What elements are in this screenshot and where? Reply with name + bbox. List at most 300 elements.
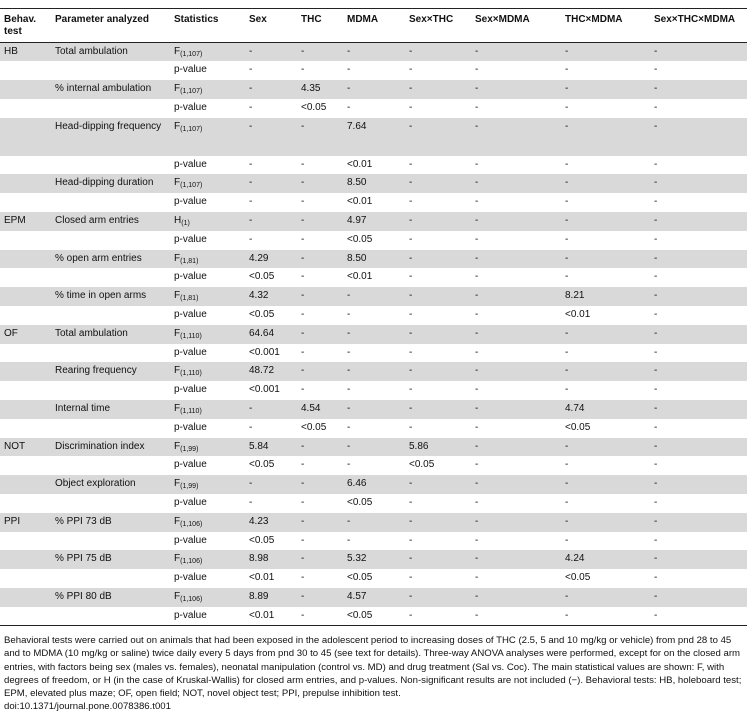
cell-value: - [405, 588, 471, 607]
cell-value: - [650, 118, 747, 156]
cell-value: - [347, 534, 351, 546]
cell-value: - [650, 400, 747, 419]
top-rule [0, 0, 747, 9]
header-sex-mdma: Sex×MDMA [475, 14, 530, 25]
stat-symbol: F [174, 120, 181, 132]
cell-value: - [471, 118, 561, 156]
cell-value: - [475, 534, 479, 546]
cell-value: - [561, 212, 650, 231]
table-row [0, 306, 747, 325]
cell-value: - [565, 384, 569, 396]
cell-param: % PPI 80 dB [51, 588, 170, 607]
table-row [0, 231, 747, 250]
cell-value: - [471, 513, 561, 532]
cell-value: - [249, 497, 253, 509]
cell-value: - [561, 250, 650, 269]
stat-symbol: p-value [174, 101, 207, 113]
stat-degrees: (1,81) [180, 295, 199, 303]
cell-value: - [565, 158, 569, 170]
cell-value: - [654, 233, 658, 245]
stat-symbol: p-value [174, 64, 207, 76]
cell-value: - [650, 287, 747, 306]
table-row [0, 381, 747, 400]
stat-degrees: (1,99) [180, 445, 199, 453]
cell-value: - [475, 497, 479, 509]
cell-value: <0.01 [347, 158, 373, 170]
header-sex-thc-mdma: Sex×THC×MDMA [654, 14, 736, 25]
stat-symbol: F [174, 515, 181, 527]
cell-value: <0.05 [249, 459, 275, 471]
cell-test: OF [0, 325, 51, 344]
header-test: Behav. test [4, 14, 37, 37]
cell-value: - [301, 497, 305, 509]
cell-value: - [650, 43, 747, 62]
cell-value: - [475, 101, 479, 113]
cell-param [51, 99, 170, 118]
cell-value: - [301, 346, 305, 358]
cell-value: - [654, 497, 658, 509]
cell-value: 4.97 [343, 212, 405, 231]
stat-symbol: p-value [174, 233, 207, 245]
cell-value: - [297, 250, 343, 269]
cell-param: Closed arm entries [51, 212, 170, 231]
table-row [0, 156, 747, 175]
cell-stat [170, 156, 245, 175]
cell-param [51, 193, 170, 212]
cell-value: - [245, 400, 297, 419]
cell-value: - [471, 588, 561, 607]
table-row [0, 268, 747, 287]
cell-value: - [297, 287, 343, 306]
cell-stat [170, 550, 245, 569]
table-row [0, 99, 747, 118]
cell-value: - [471, 250, 561, 269]
table-row [0, 607, 747, 626]
cell-value: - [301, 233, 305, 245]
cell-stat [170, 400, 245, 419]
cell-value: - [297, 174, 343, 193]
cell-test [0, 80, 51, 99]
cell-value: - [471, 287, 561, 306]
cell-value: 48.72 [245, 362, 297, 381]
cell-value: <0.05 [301, 101, 327, 113]
cell-stat [170, 268, 245, 287]
cell-test [0, 419, 51, 438]
cell-value: - [245, 118, 297, 156]
cell-stat [170, 250, 245, 269]
cell-value: - [471, 325, 561, 344]
stat-symbol: p-value [174, 497, 207, 509]
cell-stat [170, 174, 245, 193]
stat-degrees: (1,107) [180, 88, 203, 96]
stat-symbol: F [174, 290, 181, 302]
table-row [0, 475, 747, 494]
table-row [0, 118, 747, 156]
cell-param [51, 381, 170, 400]
cell-value: - [471, 438, 561, 457]
cell-value: - [301, 384, 305, 396]
table-row [0, 80, 747, 99]
cell-stat [170, 80, 245, 99]
cell-value: - [297, 550, 343, 569]
cell-value: - [297, 43, 343, 62]
cell-value: - [654, 459, 658, 471]
cell-test: EPM [0, 212, 51, 231]
cell-test [0, 400, 51, 419]
cell-stat [170, 494, 245, 513]
cell-value: - [561, 475, 650, 494]
cell-value: - [561, 43, 650, 62]
cell-value: 4.57 [343, 588, 405, 607]
stat-symbol: F [174, 252, 181, 264]
cell-param: % PPI 75 dB [51, 550, 170, 569]
cell-value: - [565, 609, 569, 621]
cell-value: - [297, 588, 343, 607]
cell-stat [170, 43, 245, 62]
cell-value: - [471, 43, 561, 62]
stat-degrees: (1,106) [180, 520, 203, 528]
stat-degrees: (1,99) [180, 483, 199, 491]
stat-symbol: p-value [174, 534, 207, 546]
stat-degrees: (1,81) [180, 257, 199, 265]
cell-value: 4.35 [297, 80, 343, 99]
cell-value: - [650, 550, 747, 569]
cell-value: - [654, 271, 658, 283]
cell-value: - [405, 513, 471, 532]
cell-param: Internal time [51, 400, 170, 419]
cell-stat [170, 438, 245, 457]
cell-param [51, 156, 170, 175]
cell-value: - [471, 550, 561, 569]
cell-value: - [561, 325, 650, 344]
cell-value: - [561, 438, 650, 457]
cell-value: - [405, 118, 471, 156]
cell-test [0, 344, 51, 363]
cell-value: <0.01 [249, 609, 275, 621]
cell-stat [170, 569, 245, 588]
header-row [0, 9, 747, 43]
cell-value: 4.74 [561, 400, 650, 419]
cell-value: - [565, 233, 569, 245]
cell-value: 4.32 [245, 287, 297, 306]
cell-value: - [561, 118, 650, 156]
cell-value: - [475, 572, 479, 584]
cell-value: 5.86 [405, 438, 471, 457]
stat-degrees: (1,110) [180, 408, 202, 416]
cell-stat [170, 362, 245, 381]
table-row [0, 438, 747, 457]
cell-value: - [561, 174, 650, 193]
cell-value: 4.23 [245, 513, 297, 532]
table-row [0, 419, 747, 438]
cell-test [0, 250, 51, 269]
cell-value: 6.46 [343, 475, 405, 494]
cell-value: - [565, 346, 569, 358]
cell-value: - [245, 475, 297, 494]
cell-value: - [409, 572, 413, 584]
cell-value: - [297, 475, 343, 494]
cell-stat [170, 588, 245, 607]
cell-value: 5.32 [343, 550, 405, 569]
cell-value: - [301, 534, 305, 546]
cell-value: - [343, 513, 405, 532]
cell-value: - [245, 174, 297, 193]
cell-test [0, 362, 51, 381]
table-row [0, 344, 747, 363]
cell-value: <0.05 [249, 534, 275, 546]
cell-value: - [561, 80, 650, 99]
cell-value: - [301, 609, 305, 621]
cell-value: - [561, 362, 650, 381]
table-row [0, 569, 747, 588]
cell-stat [170, 306, 245, 325]
cell-stat [170, 607, 245, 626]
cell-stat [170, 381, 245, 400]
table-row [0, 174, 747, 193]
cell-test [0, 550, 51, 569]
cell-value: - [561, 513, 650, 532]
cell-value: - [301, 196, 305, 208]
cell-param [51, 419, 170, 438]
cell-value: 4.54 [297, 400, 343, 419]
stat-symbol: F [174, 478, 181, 490]
cell-value: - [301, 572, 305, 584]
cell-test [0, 118, 51, 156]
cell-value: <0.01 [347, 271, 373, 283]
cell-test [0, 588, 51, 607]
footnote-doi: doi:10.1371/journal.pone.0078386.t001 [4, 701, 171, 713]
cell-value: - [409, 64, 413, 76]
cell-value: - [245, 43, 297, 62]
cell-param: % open arm entries [51, 250, 170, 269]
header-sex-thc: Sex×THC [409, 14, 454, 25]
cell-param: Head-dipping frequency [51, 118, 170, 156]
cell-stat [170, 456, 245, 475]
header-mdma: MDMA [347, 14, 379, 25]
cell-value: - [301, 309, 305, 321]
cell-value: <0.01 [347, 196, 373, 208]
cell-test [0, 494, 51, 513]
header-thc-mdma: THC×MDMA [565, 14, 623, 25]
cell-param: Head-dipping duration [51, 174, 170, 193]
cell-value: - [650, 212, 747, 231]
cell-value: - [297, 513, 343, 532]
cell-value: - [650, 325, 747, 344]
cell-value: - [654, 196, 658, 208]
cell-stat [170, 513, 245, 532]
cell-value: - [405, 250, 471, 269]
cell-value: - [343, 287, 405, 306]
cell-value: <0.05 [565, 421, 591, 433]
table-row [0, 400, 747, 419]
cell-value: - [475, 421, 479, 433]
cell-stat [170, 231, 245, 250]
cell-value: - [245, 212, 297, 231]
stat-symbol: p-value [174, 459, 207, 471]
cell-stat [170, 419, 245, 438]
cell-value: - [654, 384, 658, 396]
cell-value: - [301, 459, 305, 471]
header-stat: Statistics [174, 14, 219, 25]
footnote-text: Behavioral tests were carried out on animals that had been exposed in the adolescent period to increasing doses of THC (2.5, 5 and 10 mg/kg or vehicle) from pnd 28 to 45 and to MDMA (10 mg/kg or saline) twice daily every 5 days from pnd 30 to 45 (see text for details). Three-way ANOVA analyses were performed, except for on the closed arm entries, with factors being sex (males vs. females), neonatal manipulation (control vs. MD) and drug treatment (Sal vs. Coc). The main statistical values are shown: F, with degrees of freedom, or H (in the case of Kruskal-Wallis) for closed arm entries, and p-values. Non-significant results are not included (−). Behavioral tests: HB, holeboard test; EPM, elevated plus maze; OF, open field; NOT, novel object test; PPI, prepulse inhibition test. [4, 635, 742, 699]
cell-value: - [347, 459, 351, 471]
cell-value: - [475, 158, 479, 170]
cell-value: - [301, 158, 305, 170]
cell-value: - [245, 80, 297, 99]
table-footnote [0, 626, 747, 713]
cell-value: - [249, 233, 253, 245]
cell-value: - [409, 196, 413, 208]
cell-value: - [343, 80, 405, 99]
cell-value: - [475, 609, 479, 621]
table-row [0, 250, 747, 269]
cell-value: - [301, 64, 305, 76]
header-thc: THC [301, 14, 322, 25]
stat-symbol: F [174, 83, 181, 95]
cell-stat [170, 99, 245, 118]
cell-value: - [565, 196, 569, 208]
cell-param [51, 607, 170, 626]
table-row [0, 588, 747, 607]
cell-param: % time in open arms [51, 287, 170, 306]
cell-stat [170, 532, 245, 551]
cell-test [0, 456, 51, 475]
cell-value: - [405, 362, 471, 381]
stat-degrees: (1,106) [180, 558, 203, 566]
cell-value: - [475, 309, 479, 321]
cell-value: 5.84 [245, 438, 297, 457]
cell-test [0, 174, 51, 193]
cell-value: - [475, 64, 479, 76]
cell-param: Object exploration [51, 475, 170, 494]
cell-value: - [475, 196, 479, 208]
cell-value: - [561, 588, 650, 607]
cell-test [0, 381, 51, 400]
cell-value: 4.29 [245, 250, 297, 269]
cell-value: - [650, 513, 747, 532]
stat-symbol: F [174, 177, 181, 189]
cell-value: - [654, 158, 658, 170]
cell-test [0, 532, 51, 551]
cell-param [51, 231, 170, 250]
cell-stat [170, 212, 245, 231]
table-row [0, 494, 747, 513]
cell-value: - [405, 400, 471, 419]
cell-value: - [565, 534, 569, 546]
stat-symbol: F [174, 403, 181, 415]
cell-value: - [650, 250, 747, 269]
cell-value: - [409, 101, 413, 113]
cell-value: - [654, 534, 658, 546]
cell-stat [170, 193, 245, 212]
cell-value: - [471, 80, 561, 99]
stat-symbol: p-value [174, 346, 207, 358]
cell-value: <0.01 [565, 309, 591, 321]
stat-symbol: F [174, 327, 181, 339]
cell-stat [170, 287, 245, 306]
cell-value: - [249, 101, 253, 113]
cell-value: - [249, 196, 253, 208]
table-row [0, 61, 747, 80]
cell-test [0, 475, 51, 494]
table-row [0, 325, 747, 344]
stat-symbol: F [174, 365, 181, 377]
stat-degrees: (1,110) [180, 370, 202, 378]
stat-symbol: F [174, 46, 181, 57]
cell-param: Total ambulation [51, 43, 170, 62]
cell-value: <0.05 [249, 309, 275, 321]
cell-test [0, 231, 51, 250]
cell-value: - [405, 325, 471, 344]
stat-symbol: p-value [174, 158, 207, 170]
cell-value: - [343, 438, 405, 457]
stat-symbol: F [174, 440, 181, 452]
cell-value: <0.05 [347, 497, 373, 509]
table-row [0, 193, 747, 212]
cell-value: <0.05 [565, 572, 591, 584]
cell-value: - [347, 421, 351, 433]
cell-value: - [405, 475, 471, 494]
cell-param: Total ambulation [51, 325, 170, 344]
cell-value: - [650, 588, 747, 607]
cell-value: - [249, 158, 253, 170]
cell-value: - [405, 287, 471, 306]
table-row [0, 456, 747, 475]
cell-param [51, 569, 170, 588]
stat-symbol: p-value [174, 196, 207, 208]
stat-degrees: (1,107) [180, 182, 203, 190]
cell-value: 8.89 [245, 588, 297, 607]
cell-value: - [409, 421, 413, 433]
stats-table [0, 9, 747, 626]
cell-value: - [297, 325, 343, 344]
cell-value: - [297, 212, 343, 231]
cell-value: - [650, 174, 747, 193]
cell-param [51, 494, 170, 513]
cell-value: 7.64 [343, 118, 405, 156]
cell-stat [170, 475, 245, 494]
table-body [0, 43, 747, 626]
cell-value: - [409, 309, 413, 321]
cell-value: - [565, 271, 569, 283]
cell-param: % PPI 73 dB [51, 513, 170, 532]
cell-value: - [471, 174, 561, 193]
cell-value: - [297, 438, 343, 457]
cell-value: - [297, 362, 343, 381]
cell-value: - [343, 362, 405, 381]
cell-value: - [249, 64, 253, 76]
table-row [0, 550, 747, 569]
cell-value: 4.24 [561, 550, 650, 569]
stat-symbol: H [174, 215, 182, 227]
cell-test [0, 287, 51, 306]
table-row [0, 212, 747, 231]
cell-stat [170, 325, 245, 344]
stat-degrees: (1,107) [180, 51, 203, 58]
cell-test [0, 306, 51, 325]
cell-value: - [347, 101, 351, 113]
cell-value: <0.05 [347, 609, 373, 621]
cell-param [51, 456, 170, 475]
cell-value: - [301, 271, 305, 283]
cell-value: - [475, 233, 479, 245]
cell-value: - [654, 309, 658, 321]
cell-value: 8.21 [561, 287, 650, 306]
cell-value: <0.05 [249, 271, 275, 283]
cell-value: - [249, 421, 253, 433]
cell-value: - [654, 609, 658, 621]
cell-value: - [347, 309, 351, 321]
